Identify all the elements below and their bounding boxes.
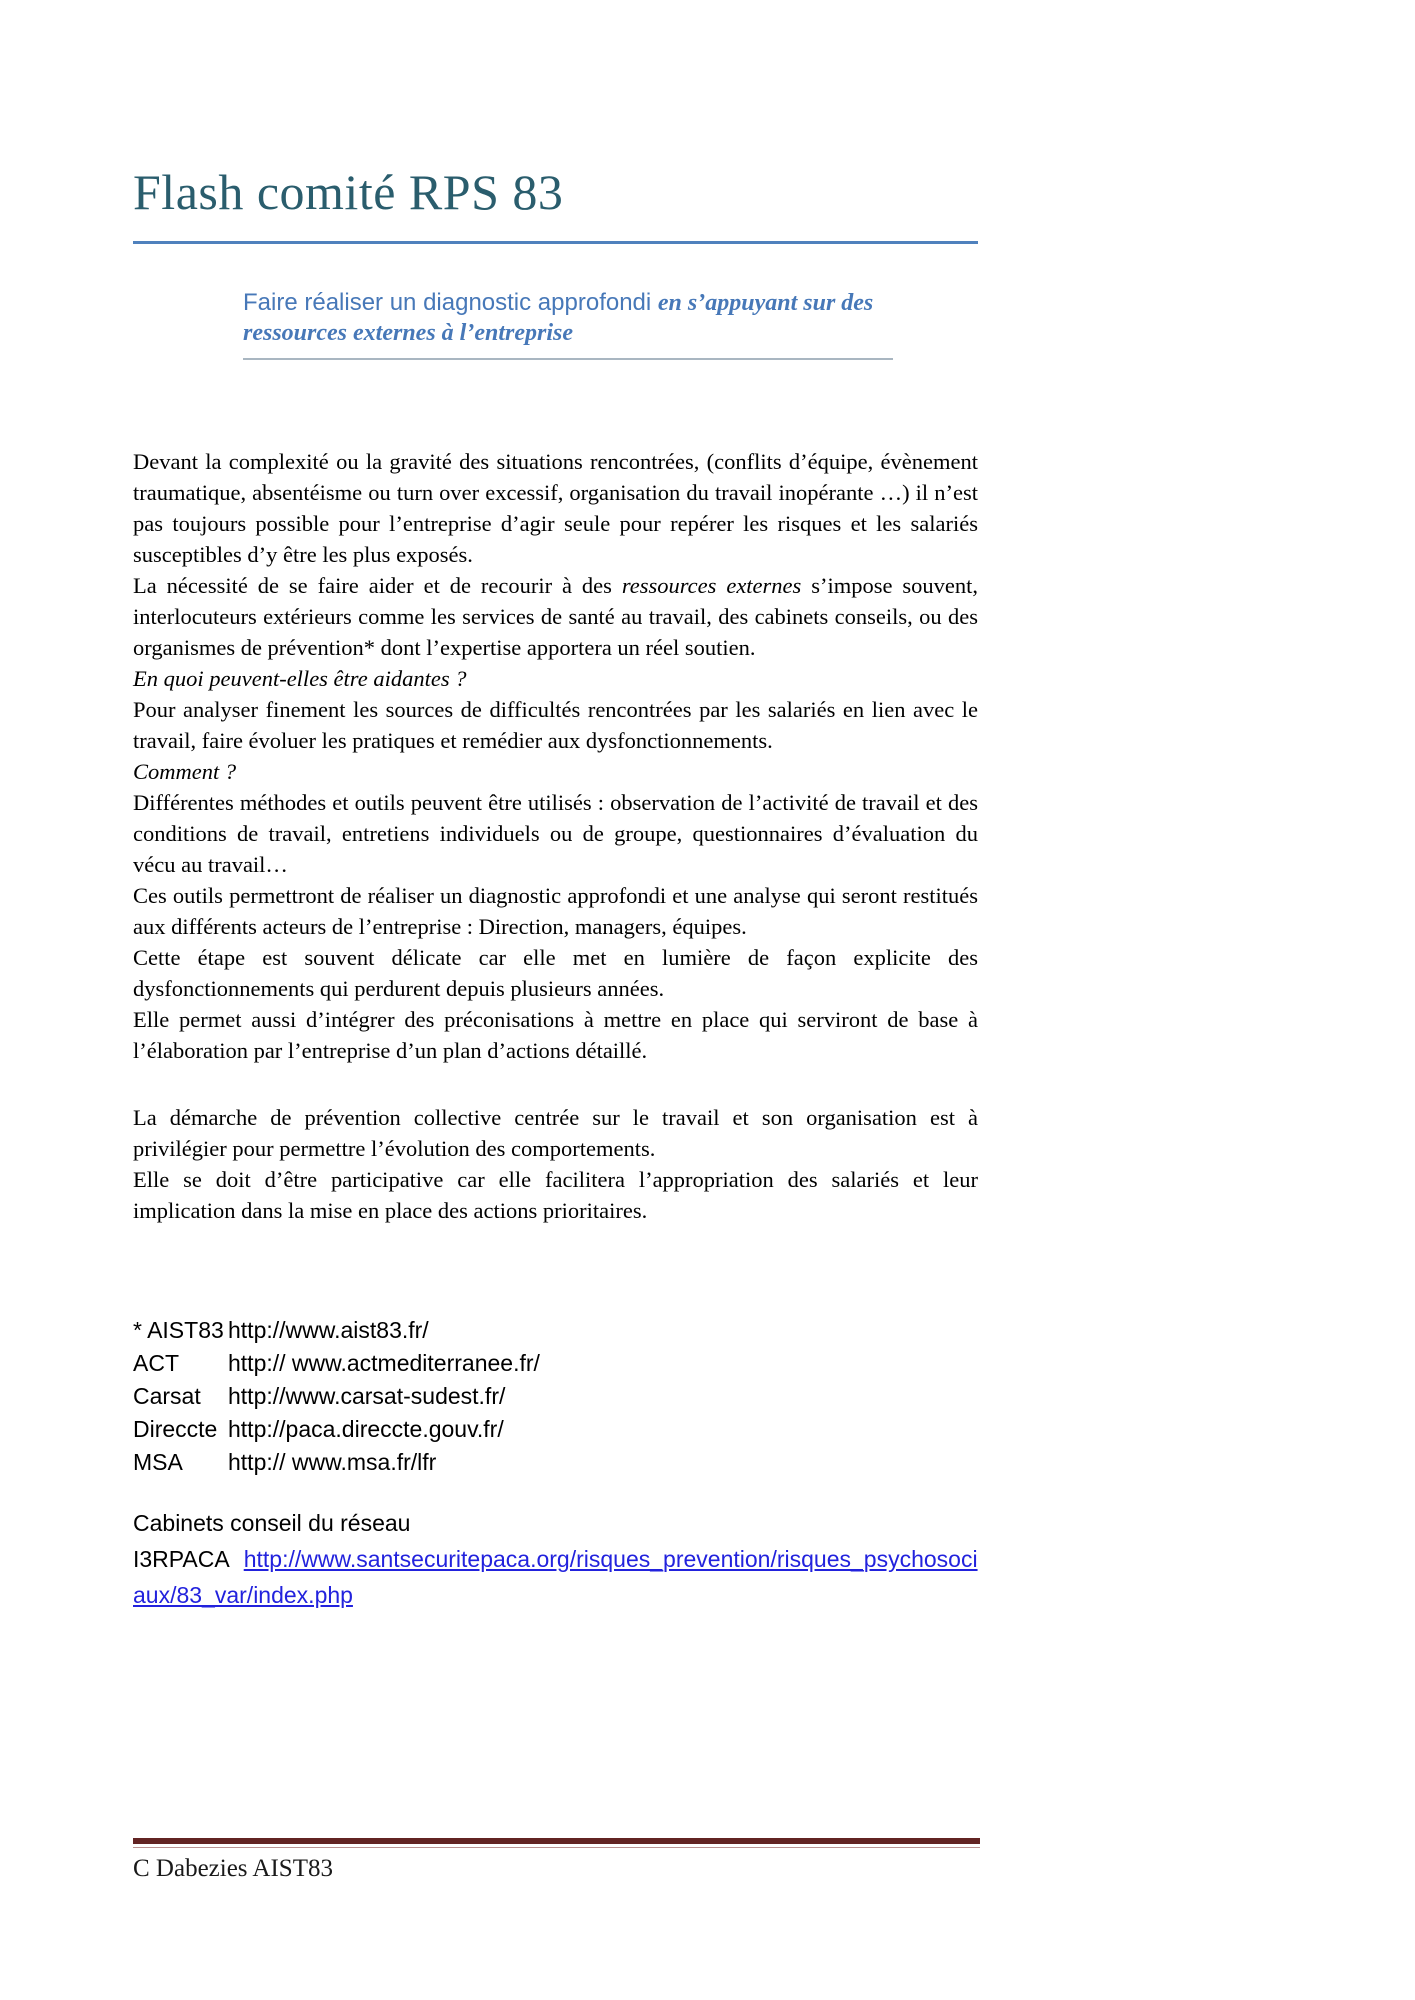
resource-url-msa: http:// www.msa.fr/lfr <box>228 1449 437 1475</box>
resource-label-direccte: Direccte <box>133 1416 218 1442</box>
resource-label-aist83: * AIST83 <box>133 1317 224 1343</box>
body-paragraph-6: Cette étape est souvent délicate car elle met en lumière de façon explicite des dysfonctionnements qui perdurent depuis plusieurs années. <box>133 945 978 1001</box>
subtitle-divider <box>243 358 893 360</box>
footer-divider-thin <box>133 1847 980 1848</box>
resource-url-act: http:// www.actmediterranee.fr/ <box>228 1350 540 1376</box>
resource-url-direccte: http://paca.direccte.gouv.fr/ <box>228 1416 504 1442</box>
network-section <box>133 1505 978 1613</box>
resource-label-msa: MSA <box>133 1449 183 1475</box>
body-paragraph-7: Elle permet aussi d’intégrer des préconisations à mettre en place qui serviront de base à l’élaboration par l’entreprise d’un plan d’actions détaillé. <box>133 1007 978 1063</box>
body-paragraph-4: Différentes méthodes et outils peuvent être utilisés : observation de l’activité de travail et des conditions de travail, entretiens individuels ou de groupe, questionnaires d’évaluation du vécu au travail… <box>133 790 978 877</box>
resource-url-aist83: http://www.aist83.fr/ <box>228 1317 429 1343</box>
resource-row <box>133 1347 978 1380</box>
resource-row <box>133 1446 978 1479</box>
resource-row <box>133 1413 978 1446</box>
i3rpaca-link[interactable]: http://www.santsecuritepaca.org/risques_prevention/risques_psychosociaux/83_var/index.php <box>133 1546 978 1608</box>
network-label: I3RPACA <box>133 1546 230 1572</box>
body-text <box>133 446 978 1226</box>
paragraph-2-italic: ressources externes <box>621 573 802 598</box>
network-line <box>133 1541 978 1613</box>
body-paragraph-2 <box>133 570 978 663</box>
section-heading-aidantes: En quoi peuvent-elles être aidantes ? <box>133 666 467 691</box>
resources-list <box>133 1314 978 1479</box>
resource-label-carsat: Carsat <box>133 1383 201 1409</box>
paragraph-2-pre: La nécessité de se faire aider et de recourir à des <box>133 573 622 598</box>
resource-label-act: ACT <box>133 1350 179 1376</box>
subtitle-emphasis-line2: ressources externes à l’entreprise <box>243 320 573 346</box>
subtitle-normal-text: Faire réaliser un diagnostic approfondi <box>243 289 658 316</box>
resource-url-carsat: http://www.carsat-sudest.fr/ <box>228 1383 506 1409</box>
body-paragraph-9: Elle se doit d’être participative car elle facilitera l’appropriation des salariés et leur implication dans la mise en place des actions prioritaires. <box>133 1167 978 1223</box>
body-paragraph-5: Ces outils permettront de réaliser un diagnostic approfondi et une analyse qui seront restitués aux différents acteurs de l’entreprise : Direction, managers, équipes. <box>133 883 978 939</box>
paragraph-2-post: s’impose souvent, interlocuteurs extérieurs comme les services de santé au travail, des cabinets conseils, ou des organismes de prévention* dont l’expertise apportera un réel soutien. <box>133 573 978 660</box>
network-heading: Cabinets conseil du réseau <box>133 1510 411 1536</box>
body-paragraph-3: Pour analyser finement les sources de difficultés rencontrées par les salariés en lien avec le travail, faire évoluer les pratiques et remédier aux dysfonctionnements. <box>133 697 978 753</box>
body-paragraph-1: Devant la complexité ou la gravité des situations rencontrées, (conflits d’équipe, évènement traumatique, absentéisme ou turn over excessif, organisation du travail inopérante …) il n’est pas toujours possible pour l’entreprise d’agir seule pour repérer les risques et les salariés susceptibles d’y être les plus exposés. <box>133 449 978 567</box>
footer-divider-thick <box>133 1838 980 1844</box>
subtitle <box>243 288 903 348</box>
subtitle-emphasis-line1: en s’appuyant sur des <box>657 290 874 316</box>
resource-row <box>133 1380 978 1413</box>
page-title: Flash comité RPS 83 <box>133 164 564 220</box>
body-paragraph-8: La démarche de prévention collective centrée sur le travail et son organisation est à privilégier pour permettre l’évolution des comportements. <box>133 1105 978 1161</box>
page-footer <box>133 1838 980 1883</box>
footer-author: C Dabezies AIST83 <box>133 1855 333 1882</box>
section-heading-comment: Comment ? <box>133 759 237 784</box>
document-content <box>133 0 978 1613</box>
resource-row <box>133 1314 978 1347</box>
title-divider <box>133 241 978 244</box>
